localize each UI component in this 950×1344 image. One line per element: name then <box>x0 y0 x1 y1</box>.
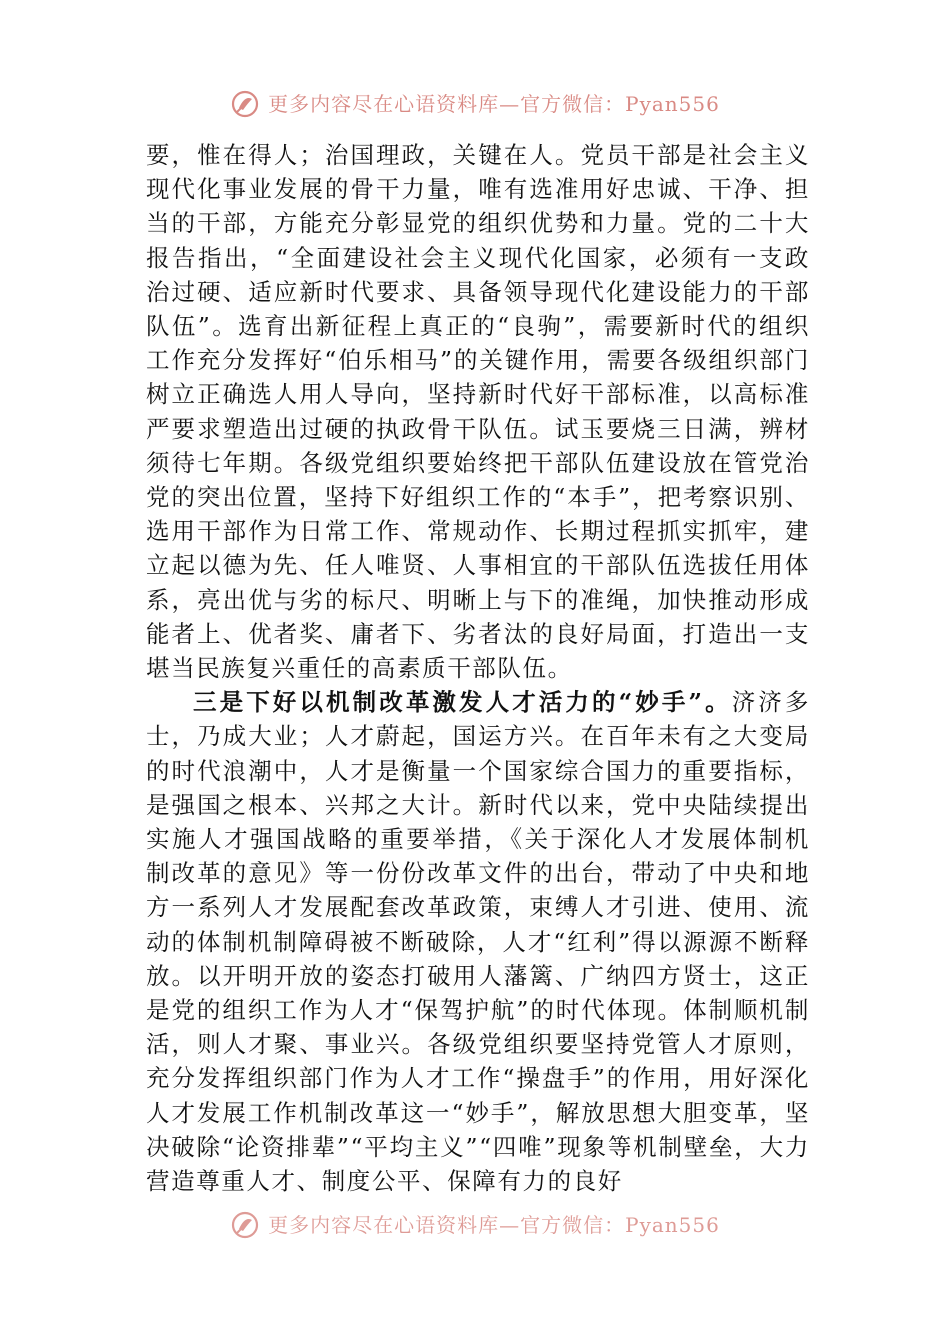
watermark-text: 更多内容尽在心语资料库—官方微信：Pyan556 <box>268 1213 720 1237</box>
paragraph-1: 要，惟在得人；治国理政，关键在人。党员干部是社会主义现代化事业发展的骨干力量，唯有选准用好忠诚、干净、担当的干部，方能充分彰显党的组织优势和力量。党的二十大报告指出，“全面建设社会主义现代化国家，必须有一支政治过硬、适应新时代要求、具备领导现代化建设能力的干部队伍”。选育出新征程上真正的“良驹”，需要新时代的组织工作充分发挥好“伯乐相马”的关键作用，需要各级组织部门树立正确选人用人导向，坚持新时代好干部标准，以高标准严要求塑造出过硬的执政骨干队伍。试玉要烧三日满，辨材须待七年期。各级党组织要始终把干部队伍建设放在管党治党的突出位置，坚持下好组织工作的“本手”，把考察识别、选用干部作为日常工作、常规动作、长期过程抓实抓牢，建立起以德为先、任人唯贤、人事相宜的干部队伍选拔任用体系，亮出优与劣的标尺、明晰上与下的准绳，加快推动形成能者上、优者奖、庸者下、劣者汰的良好局面，打造出一支堪当民族复兴重任的高素质干部队伍。 <box>146 141 810 683</box>
paragraph-2-lead: 三是下好以机制改革激发人才活力的“妙手”。 <box>193 688 732 717</box>
footer-watermark <box>0 1208 950 1242</box>
watermark-text: 更多内容尽在心语资料库—官方微信：Pyan556 <box>268 92 720 116</box>
brand-logo-icon <box>230 89 260 119</box>
brand-logo-icon <box>230 1210 260 1240</box>
paragraph-2-body: 济济多士，乃成大业；人才蔚起，国运方兴。在百年未有之大变局的时代浪潮中，人才是衡量一个国家综合国力的重要指标，是强国之根本、兴邦之大计。新时代以来，党中央陆续提出实施人才强国战略的重要举措，《关于深化人才发展体制机制改革的意见》等一份份改革文件的出台，带动了中央和地方一系列人才发展配套改革政策，束缚人才引进、使用、流动的体制机制障碍被不断破除，人才“红利”得以源源不断释放。以开明开放的姿态打破用人藩篱、广纳四方贤士，这正是党的组织工作为人才“保驾护航”的时代体现。体制顺机制活，则人才聚、事业兴。各级党组织要坚持党管人才原则，充分发挥组织部门作为人才工作“操盘手”的作用，用好深化人才发展工作机制改革这一“妙手”，解放思想大胆变革，坚决破除“论资排辈”“平均主义”“四唯”现象等机制壁垒，大力营造尊重人才、制度公平、保障有力的良好 <box>146 688 810 1196</box>
header-watermark <box>0 84 950 124</box>
document-body <box>146 138 810 1198</box>
paragraph-2 <box>146 685 810 1198</box>
